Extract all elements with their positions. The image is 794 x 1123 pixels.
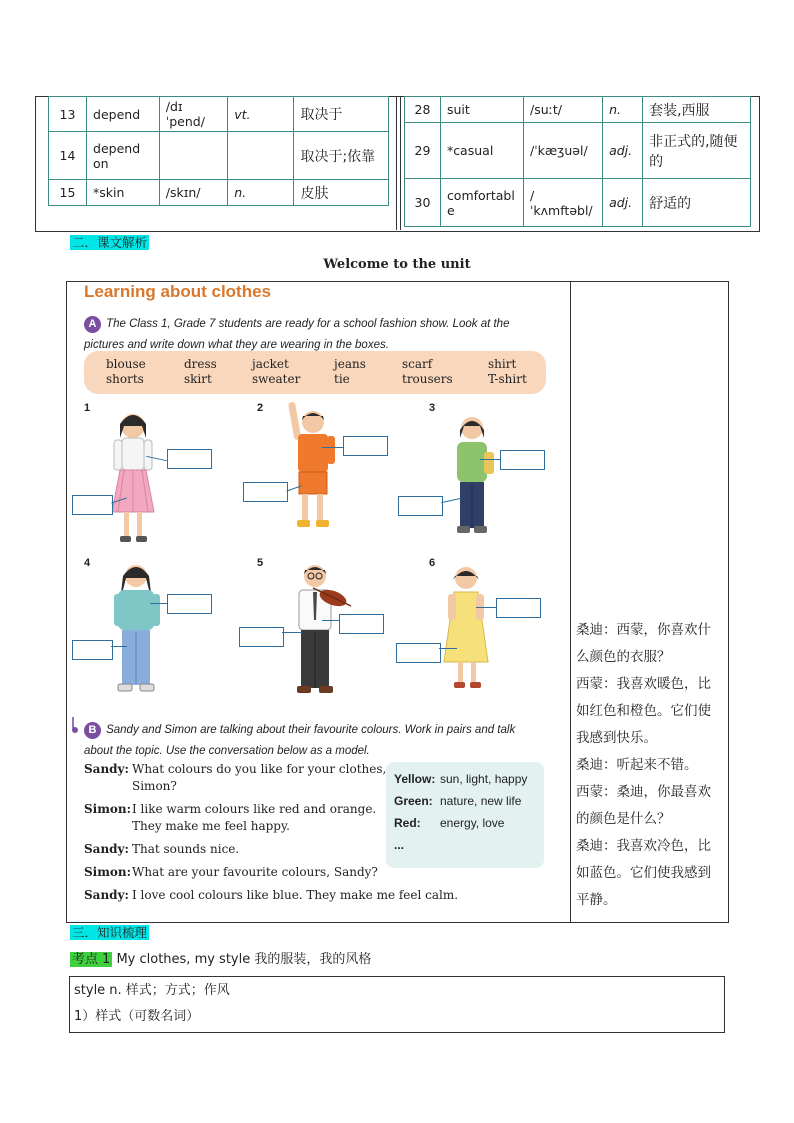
speaker-name: Sandy: xyxy=(84,842,129,856)
translation-line: 西蒙：我喜欢暖色，比 xyxy=(576,676,711,692)
vocab-left-cell-meaning: 取决于 xyxy=(294,97,389,132)
spoken-text-line-1: What colours do you like for your clothes, xyxy=(132,762,387,776)
word-skirt: skirt xyxy=(184,372,212,386)
figure-1-illustration xyxy=(100,408,170,548)
colour-name: Yellow: xyxy=(394,772,436,786)
word-sweater: sweater xyxy=(252,372,301,386)
vocab-right-cell-pos: n. xyxy=(603,97,643,123)
vocab-right-cell-word: comfortabl e xyxy=(440,179,523,227)
vocab-right-cell-phon: /ˈkæʒuəl/ xyxy=(523,123,602,179)
activity-a-instruction xyxy=(84,312,554,353)
colour-meaning: sun, light, happy xyxy=(440,772,528,786)
vocab-right-cell-meaning: 非正式的,随便 的 xyxy=(643,123,751,179)
vocab-right-row xyxy=(405,179,751,227)
colour-name: ... xyxy=(394,838,405,852)
activity-b-text-2: about the topic. Use the conversation below as a model. xyxy=(84,745,370,757)
translation-line: 我感到快乐。 xyxy=(576,730,657,746)
section-2-label: 二．课文解析 xyxy=(72,235,148,250)
spoken-text xyxy=(132,887,458,904)
vocab-left-cell-pos: vt. xyxy=(228,97,294,132)
vocab-left-cell-pos xyxy=(228,132,294,180)
conversation-line xyxy=(84,761,387,795)
answer-box-1b[interactable] xyxy=(72,495,113,515)
translation-line: 如红色和橙色。它们使 xyxy=(576,703,711,719)
answer-box-3b[interactable] xyxy=(398,496,443,516)
vocab-right-cell-phon: /ˈkʌmftəbl/ xyxy=(523,179,602,227)
vocab-left-row xyxy=(49,180,389,206)
spoken-text-line-2: Simon? xyxy=(132,779,177,793)
conversation-line xyxy=(84,841,384,858)
translation-line: 如蓝色。它们使我感到 xyxy=(576,865,711,881)
spoken-text-line-1: That sounds nice. xyxy=(132,842,240,856)
word-bank xyxy=(84,351,546,394)
activity-b-text-1: Sandy and Simon are talking about their favourite colours. Work in pairs and talk xyxy=(106,724,516,736)
answer-box-4b[interactable] xyxy=(72,640,113,660)
answer-box-3a[interactable] xyxy=(500,450,545,470)
figure-number-1: 1 xyxy=(84,402,91,414)
translation-text xyxy=(576,617,726,914)
activity-b-instruction xyxy=(84,718,554,759)
answer-box-1a[interactable] xyxy=(167,449,212,469)
speaker-name: Simon: xyxy=(84,802,132,816)
spoken-text-line-1: What are your favourite colours, Sandy? xyxy=(132,865,378,879)
figure-6-illustration xyxy=(440,562,500,697)
vocab-left-row xyxy=(49,132,389,180)
vocab-divider xyxy=(396,96,397,230)
style-definition-line-1: style n. 样式；方式；作风 xyxy=(74,983,230,998)
section-3-label: 三．知识梳理 xyxy=(72,925,148,940)
answer-box-2b[interactable] xyxy=(243,482,288,502)
colour-meaning: nature, new life xyxy=(440,794,522,808)
conversation-line xyxy=(84,801,384,835)
figure-2-illustration xyxy=(283,400,353,540)
style-definition-box xyxy=(69,976,725,1033)
activity-a-text-1: The Class 1, Grade 7 students are ready for a school fashion show. Look at the xyxy=(106,318,510,330)
spoken-text-line-1: I like warm colours like red and orange. xyxy=(132,802,377,816)
word-trousers: trousers xyxy=(402,372,453,386)
spoken-text xyxy=(132,761,386,795)
answer-box-6b[interactable] xyxy=(396,643,441,663)
exam-point-title: My clothes, my style 我的服装，我的风格 xyxy=(116,952,372,967)
speaker-name: Simon: xyxy=(84,865,132,879)
answer-box-5b[interactable] xyxy=(239,627,284,647)
translation-line: 平静。 xyxy=(576,892,617,908)
vocab-left-cell-no: 13 xyxy=(49,97,87,132)
answer-box-2a[interactable] xyxy=(343,436,388,456)
word-tshirt: T-shirt xyxy=(488,372,527,386)
word-tie: tie xyxy=(334,372,350,386)
answer-box-6a[interactable] xyxy=(496,598,541,618)
pointer-line-5b xyxy=(282,632,302,633)
spoken-text xyxy=(132,864,378,881)
spoken-text xyxy=(132,841,239,858)
colour-meaning: energy, love xyxy=(440,816,505,830)
speaker-name: Sandy: xyxy=(84,762,129,776)
vocab-left-cell-no: 15 xyxy=(49,180,87,206)
vocab-left-row xyxy=(49,97,389,132)
vocab-right-cell-word: *casual xyxy=(440,123,523,179)
colour-association-row xyxy=(394,794,544,816)
figure-number-3: 3 xyxy=(429,402,436,414)
vocab-right-cell-meaning: 舒适的 xyxy=(643,179,751,227)
vocab-left-cell-meaning: 皮肤 xyxy=(294,180,389,206)
activity-a-badge: A xyxy=(84,316,101,333)
section-2-heading xyxy=(70,232,149,251)
activity-b-badge: B xyxy=(84,722,101,739)
translation-line: 桑迪：我喜欢冷色，比 xyxy=(576,838,711,854)
pointer-line-4a xyxy=(150,603,167,604)
section-3-heading xyxy=(70,922,149,941)
vocab-right-cell-word: suit xyxy=(440,97,523,123)
colour-association-row xyxy=(394,772,544,794)
translation-line: 的颜色是什么？ xyxy=(576,811,671,827)
word-jacket: jacket xyxy=(252,357,289,371)
translation-line: 西蒙：桑迪，你最喜欢 xyxy=(576,784,711,800)
figure-number-6: 6 xyxy=(429,557,436,569)
conversation-line xyxy=(84,887,459,904)
vocab-right-cell-no: 29 xyxy=(405,123,441,179)
word-scarf: scarf xyxy=(402,357,433,371)
vocab-left-cell-phon: /skɪn/ xyxy=(159,180,227,206)
vocab-left-cell-word: *skin xyxy=(87,180,160,206)
figure-3-illustration xyxy=(450,412,500,542)
exam-point-1 xyxy=(70,948,371,967)
vocab-left-cell-word: depend xyxy=(87,97,160,132)
colour-association-box xyxy=(386,762,544,868)
pointer-line-6b xyxy=(439,648,457,649)
vocab-right-row xyxy=(405,97,751,123)
speaker-name: Sandy: xyxy=(84,888,129,902)
exam-point-number: 1 xyxy=(102,952,111,967)
vocab-left-cell-no: 14 xyxy=(49,132,87,180)
unit-title: Welcome to the unit xyxy=(323,257,471,272)
activity-a-text-2: pictures and write down what they are wearing in the boxes. xyxy=(84,339,389,351)
colour-association-row xyxy=(394,816,544,838)
spoken-text-line-1: I love cool colours like blue. They make me feel calm. xyxy=(132,888,459,902)
answer-box-4a[interactable] xyxy=(167,594,212,614)
translation-line: 桑迪：听起来不错。 xyxy=(576,757,698,773)
vocab-left-cell-phon xyxy=(159,132,227,180)
translation-line: 么颜色的衣服？ xyxy=(576,649,671,665)
colour-name: Green: xyxy=(394,794,433,808)
word-shirt: shirt xyxy=(488,357,517,371)
figure-number-4: 4 xyxy=(84,557,91,569)
vocab-right-cell-no: 30 xyxy=(405,179,441,227)
style-definition-line-2: 1）样式（可数名词） xyxy=(74,1009,200,1024)
vocab-left-cell-phon: /dɪˈpend/ xyxy=(159,97,227,132)
vocab-right-cell-pos: adj. xyxy=(603,179,643,227)
figure-number-2: 2 xyxy=(257,402,264,414)
answer-box-5a[interactable] xyxy=(339,614,384,634)
vocab-right-cell-meaning: 套装,西服 xyxy=(643,97,751,123)
conversation-line xyxy=(84,864,384,881)
audio-icon[interactable] xyxy=(70,716,80,738)
vocab-right-cell-no: 28 xyxy=(405,97,441,123)
figure-number-5: 5 xyxy=(257,557,264,569)
figure-4-illustration xyxy=(108,560,168,700)
vocab-right-row xyxy=(405,123,751,179)
word-jeans: jeans xyxy=(334,357,366,371)
spoken-text-line-2: They make me feel happy. xyxy=(132,819,290,833)
vocab-left-cell-pos: n. xyxy=(228,180,294,206)
colour-association-row xyxy=(394,838,544,860)
translation-line: 桑迪：西蒙，你喜欢什 xyxy=(576,622,711,638)
word-dress: dress xyxy=(184,357,217,371)
pointer-line-5a xyxy=(322,620,339,621)
spoken-text xyxy=(132,801,376,835)
vocab-left-cell-meaning: 取决于;依靠 xyxy=(294,132,389,180)
vocab-table-left xyxy=(48,96,389,206)
word-shorts: shorts xyxy=(106,372,144,386)
vocab-right-cell-phon: /suːt/ xyxy=(523,97,602,123)
pointer-line-6a xyxy=(476,607,496,608)
word-blouse: blouse xyxy=(106,357,146,371)
vocab-right-cell-pos: adj. xyxy=(603,123,643,179)
pointer-line-2a xyxy=(322,447,343,448)
exam-point-tag: 考点 xyxy=(72,952,99,967)
vocab-left-cell-word: depend on xyxy=(87,132,160,180)
pointer-line-4b xyxy=(111,646,127,647)
colour-name: Red: xyxy=(394,816,421,830)
pointer-line-3a xyxy=(480,459,500,460)
vocab-divider-2 xyxy=(400,96,401,230)
lesson-title: Learning about clothes xyxy=(84,282,272,301)
vocab-table-right xyxy=(404,96,751,227)
